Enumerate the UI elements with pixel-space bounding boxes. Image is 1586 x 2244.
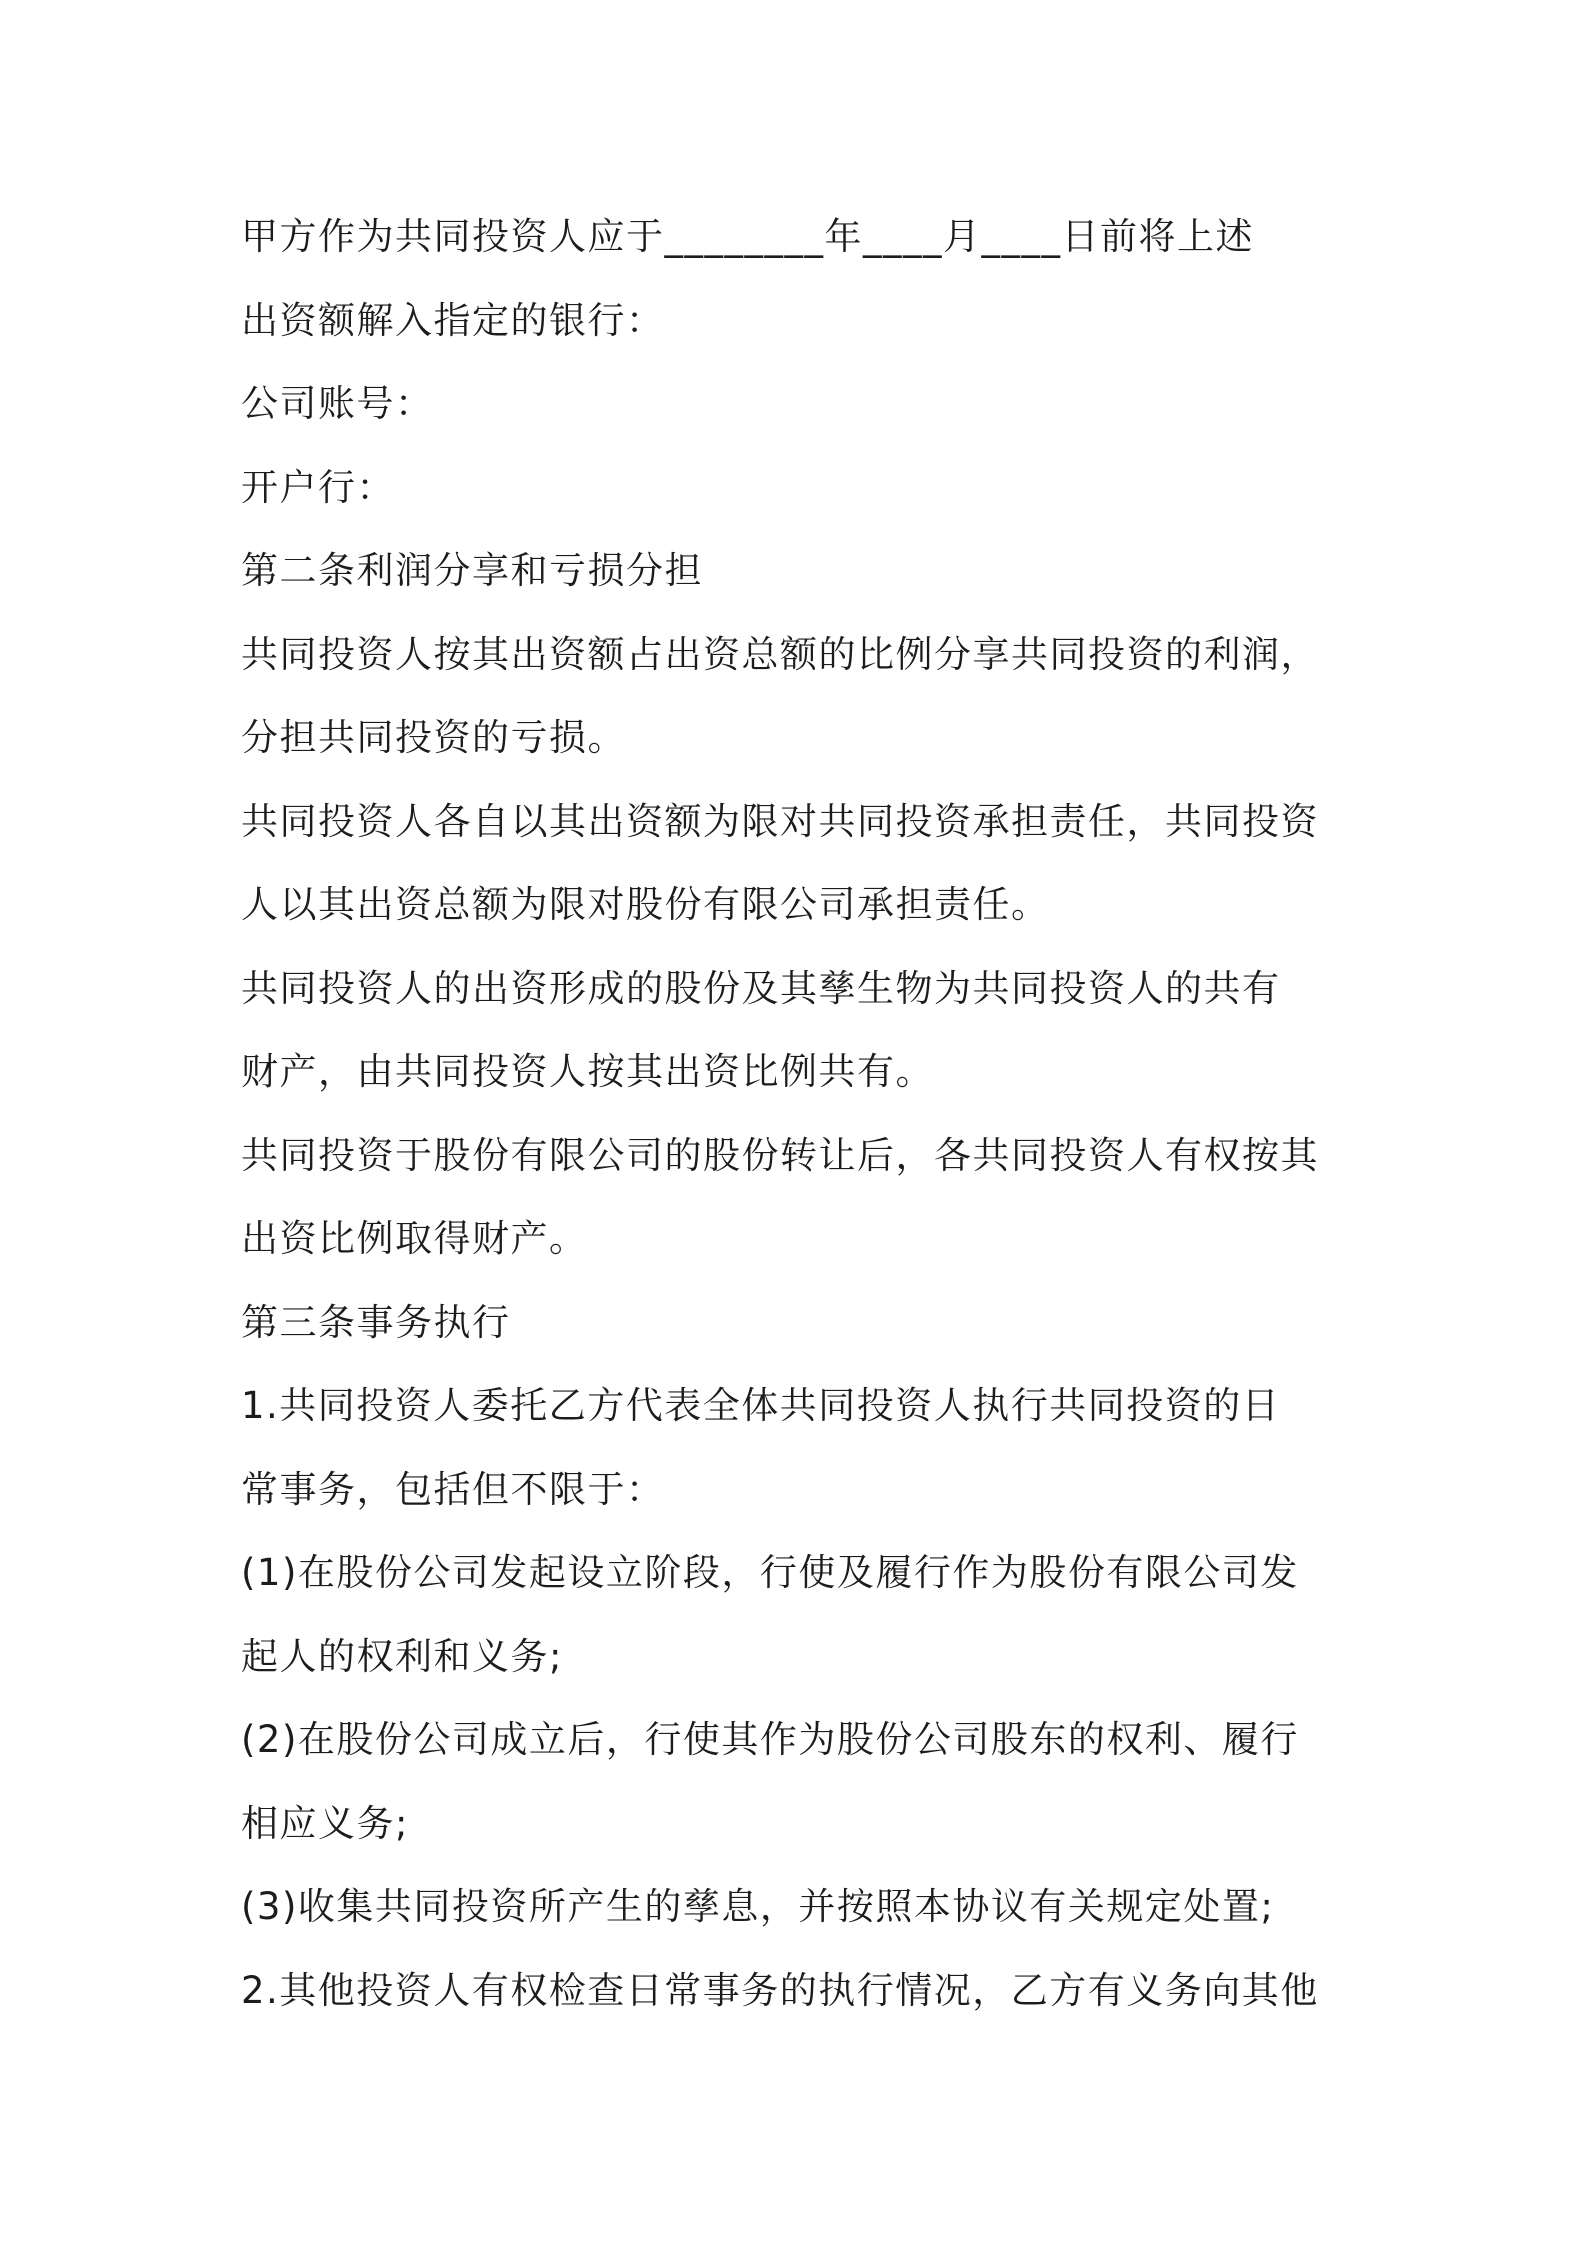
text-line-20: 相应义务; [241,1801,409,1845]
section-heading-article-3: 第三条事务执行 [241,1300,511,1344]
text-line-18: 起人的权利和义务; [241,1634,563,1678]
text-line-16: 常事务，包括但不限于： [241,1467,665,1511]
text-line-15: 1.共同投资人委托乙方代表全体共同投资人执行共同投资的日 [241,1384,1281,1427]
text-line-22: 2.其他投资人有权检查日常事务的执行情况，乙方有义务向其他 [241,1968,1319,2012]
text-line-21: (3)收集共同投资所产生的孳息，并按照本协议有关规定处置; [241,1885,1275,1928]
text-line-7: 分担共同投资的亏损。 [241,716,626,759]
text-line-19: (2)在股份公司成立后，行使其作为股份公司股东的权利、履行 [241,1718,1299,1761]
section-heading-article-2: 第二条利润分享和亏损分担 [241,549,703,592]
document-body [241,195,1353,2032]
text-line-13: 出资比例取得财产。 [241,1217,588,1260]
text-line-4: 开户行： [241,465,395,509]
text-line-8: 共同投资人各自以其出资额为限对共同投资承担责任，共同投资 [241,799,1319,843]
text-line-11: 财产，由共同投资人按其出资比例共有。 [241,1050,934,1093]
text-line-6: 共同投资人按其出资额占出资总额的比例分享共同投资的利润， [241,632,1319,676]
text-line-9: 人以其出资总额为限对股份有限公司承担责任。 [241,883,1050,926]
text-line-12: 共同投资于股份有限公司的股份转让后，各共同投资人有权按其 [241,1133,1319,1177]
text-line-10: 共同投资人的出资形成的股份及其孳生物为共同投资人的共有 [241,966,1281,1010]
text-line-2: 出资额解入指定的银行： [241,298,665,342]
text-line-3: 公司账号： [241,382,434,425]
text-line-1: 甲方作为共同投资人应于________年____月____日前将上述 [241,215,1254,258]
text-line-17: (1)在股份公司发起设立阶段，行使及履行作为股份有限公司发 [241,1551,1299,1594]
